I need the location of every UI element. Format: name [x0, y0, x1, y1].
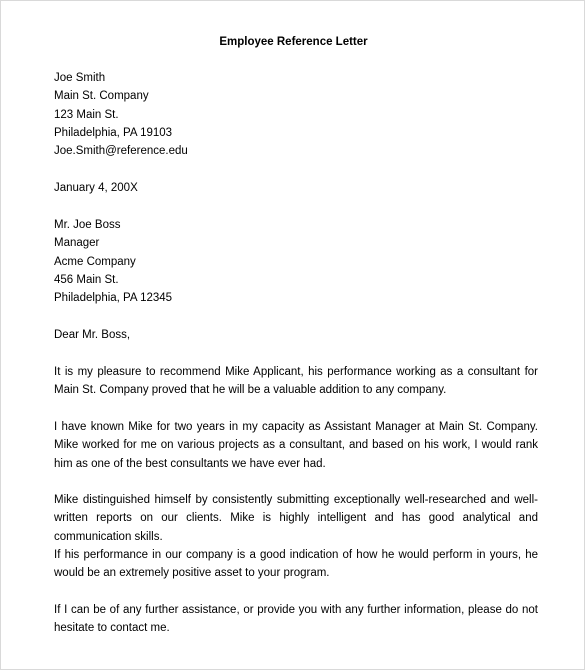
paragraph-background: I have known Mike for two years in my capacity as Assistant Manager at Main St. Company. Mike worked for me on various projects as a consultant, and based on his work, I would rank him as one of the best consultants we have ever had. [54, 421, 538, 470]
paragraph-performance: If his performance in our company is a good indication of how he would perform in yours, he would be an extremely positive asset to your program. [54, 549, 538, 580]
recipient-street: 456 Main St. [54, 273, 119, 286]
recipient-address-block [54, 216, 538, 307]
recipient-title: Manager [54, 237, 100, 250]
paragraph-skills: Mike distinguished himself by consistently submitting exceptionally well-researched and well-written reports on our clients. Mike is highly intelligent and has good analytical and communication skills. [54, 494, 538, 543]
letter-date-block [54, 179, 538, 197]
letter-date: January 4, 200X [54, 182, 138, 194]
recipient-company: Acme Company [54, 255, 136, 268]
paragraph-closing: If I can be of any further assistance, or provide you with any further information, please do not hesitate to contact me. [54, 604, 538, 635]
sender-email: Joe.Smith@reference.edu [54, 145, 188, 158]
salutation-block [54, 326, 538, 344]
salutation: Dear Mr. Boss, [54, 329, 131, 341]
letter-title: Employee Reference Letter [219, 36, 368, 48]
recipient-city: Philadelphia, PA 12345 [54, 292, 173, 305]
sender-company: Main St. Company [54, 90, 149, 103]
paragraph-recommendation: It is my pleasure to recommend Mike Applicant, his performance working as a consultant for Main St. Company proved that he will be a valuable addition to any company. [54, 366, 538, 397]
sender-city: Philadelphia, PA 19103 [54, 126, 173, 139]
sender-street: 123 Main St. [54, 108, 119, 121]
sender-name: Joe Smith [54, 72, 106, 84]
sender-address-block [54, 69, 538, 160]
recipient-name: Mr. Joe Boss [54, 219, 121, 231]
